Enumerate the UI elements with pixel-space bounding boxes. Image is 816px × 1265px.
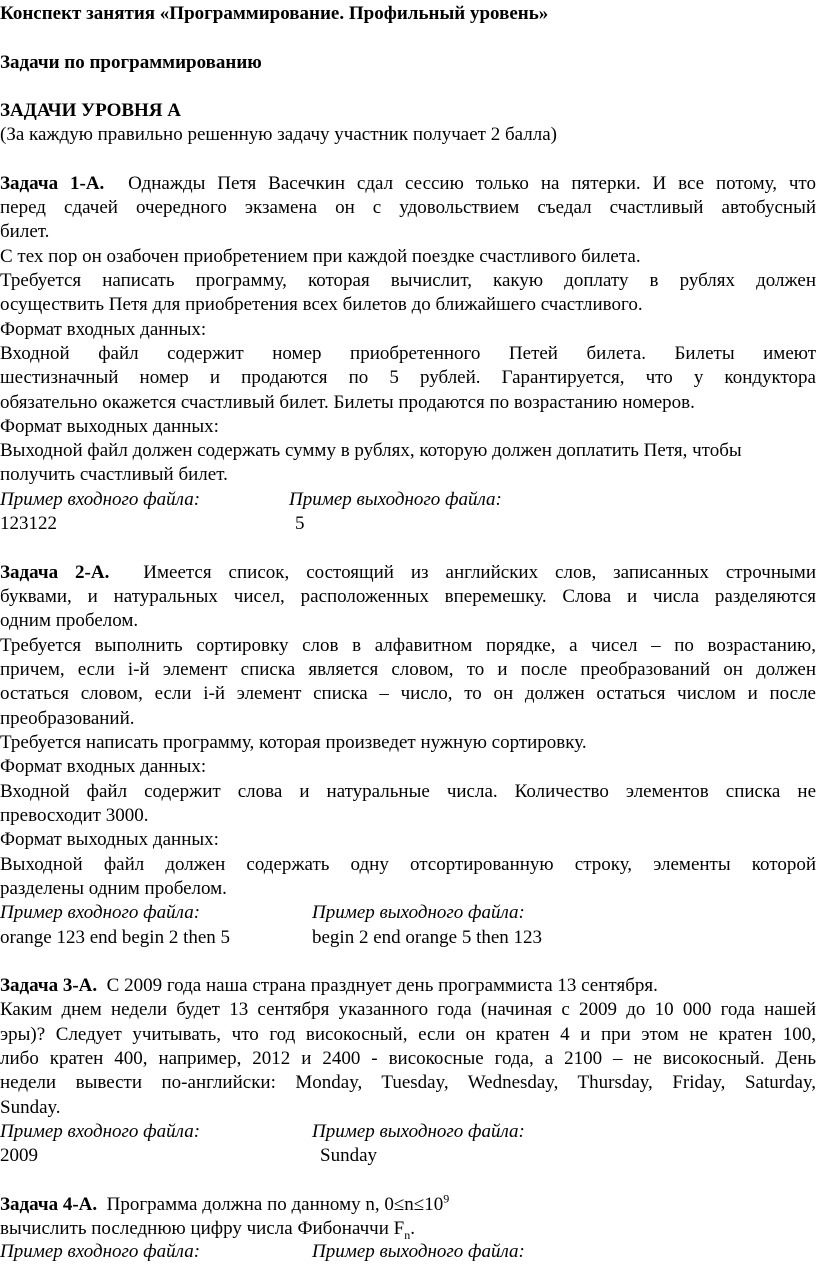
task-2-example-input-label: Пример входного файла: [0, 902, 201, 923]
task-3-example-output-label: Пример выходного файла: [312, 1121, 525, 1142]
level-heading: ЗАДАЧИ УРОВНЯ А [0, 100, 181, 121]
task-3-line-3: эры)? Следует учитывать, что год високосный, если он кратен 4 и при этом не кратен 100, [0, 1024, 816, 1045]
task-1-example-input: 123122 [0, 513, 57, 534]
task-1-line-1: Задача 1-А. Однажды Петя Васечкин сдал сессию только на пятерки. И все потому, что [0, 173, 816, 194]
task-2-line-5: причем, если i-й элемент списка является словом, то и после преобразований он должен [0, 659, 816, 680]
exponent: 9 [443, 1191, 450, 1206]
task-1-example-input-label: Пример входного файла: [0, 489, 201, 510]
task-4-line-1: Задача 4-А. Программа должна по данному n, $0\le n\le 10^9$ [0, 1191, 450, 1215]
level-note: (За каждую правильно решенную задачу участник получает 2 балла) [0, 124, 557, 145]
task-2-example-output: begin 2 end orange 5 then 123 [312, 927, 543, 948]
task-1-line-4: С тех пор он озабочен приобретением при каждой поездке счастливого билета. [0, 246, 641, 267]
task-2-output-format-label: Формат выходных данных: [0, 829, 219, 850]
task-1-output-line-2: получить счастливый билет. [0, 464, 228, 485]
task-3-line-2: Каким днем недели будет 13 сентября указанного года (начиная с 2009 до 10 000 года нашей [0, 999, 816, 1020]
task-1-input-line-3: обязательно окажется счастливый билет. Билеты продаются по возрастанию номеров. [0, 392, 695, 413]
task-1-line-6: осуществить Петя для приобретения всех билетов до ближайшего счастливого. [0, 294, 643, 315]
task-3-line-6: Sunday. [0, 1097, 61, 1118]
section-title: Задачи по программированию [0, 52, 262, 73]
task-2-input-line-2: превосходит 3000. [0, 805, 149, 826]
task-2-example-output-label: Пример выходного файла: [312, 902, 525, 923]
task-3-example-input: 2009 [0, 1145, 38, 1166]
task-3-title: Задача 3-А. [0, 975, 98, 996]
task-2-line-2: буквами, и натуральных чисел, расположенных вперемешку. Слова и числа разделяются [0, 586, 816, 607]
task-4-example-input-label: Пример входного файла: [0, 1241, 201, 1262]
task-2-line-7: преобразований. [0, 708, 135, 729]
task-4-line-2: вычислить последнюю цифру числа Фибоначчи $F_n$. [0, 1218, 415, 1242]
task-2-line-8: Требуется написать программу, которая произведет нужную сортировку. [0, 732, 587, 753]
task-2-output-line-2: разделены одним пробелом. [0, 878, 227, 899]
task-3-line-5: недели вывести по-английски: Monday, Tuesday, Wednesday, Thursday, Friday, Saturday, [0, 1072, 816, 1093]
task-2-line-4: Требуется выполнить сортировку слов в алфавитном порядке, а чисел – по возрастанию, [0, 635, 816, 656]
document-title: Конспект занятия «Программирование. Профильный уровень» [0, 3, 549, 24]
task-1-input-line-2: шестизначный номер и продаются по 5 рублей. Гарантируется, что у кондуктора [0, 367, 816, 388]
task-1-output-line-1: Выходной файл должен содержать сумму в рублях, которую должен доплатить Петя, чтобы [0, 440, 742, 461]
task-2-input-line-1: Входной файл содержит слова и натуральные числа. Количество элементов списка не [0, 781, 816, 802]
task-1-title: Задача 1-А. [0, 173, 105, 194]
task-3-line-4: либо кратен 400, например, 2012 и 2400 - високосные года, а 2100 – не високосный. День [0, 1048, 816, 1069]
task-1-line-3: билет. [0, 221, 50, 242]
task-4-example-output-label: Пример выходного файла: [312, 1241, 525, 1262]
task-2-output-line-1: Выходной файл должен содержать одну отсортированную строку, элементы которой [0, 854, 816, 875]
task-1-output-format-label: Формат выходных данных: [0, 416, 219, 437]
task-2-input-format-label: Формат входных данных: [0, 756, 207, 777]
task-1-line-5: Требуется написать программу, которая вычислит, какую доплату в рублях должен [0, 270, 816, 291]
subscript: n [404, 1227, 411, 1242]
task-2-line-3: одним пробелом. [0, 610, 139, 631]
task-1-line-2: перед сдачей очередного экзамена он с удовольствием съедал счастливый автобусный [0, 197, 816, 218]
task-3-example-output: Sunday [320, 1145, 377, 1166]
task-3-example-input-label: Пример входного файла: [0, 1121, 201, 1142]
task-4-title: Задача 4-А. [0, 1194, 98, 1215]
task-2-line-6: остаться словом, если i-й элемент списка – число, то он должен остаться числом и после [0, 683, 816, 704]
task-2-title: Задача 2-А. [0, 562, 110, 583]
task-2-line-1: Задача 2-А. Имеется список, состоящий из английских слов, записанных строчными [0, 562, 816, 583]
task-2-example-input: orange 123 end begin 2 then 5 [0, 927, 231, 948]
task-1-input-format-label: Формат входных данных: [0, 319, 207, 340]
task-3-line-1: Задача 3-А. С 2009 года наша страна празднует день программиста 13 сентября. [0, 975, 658, 996]
task-1-example-output-label: Пример выходного файла: [289, 489, 502, 510]
task-1-example-output: 5 [295, 513, 305, 534]
task-1-input-line-1: Входной файл содержит номер приобретенного Петей билета. Билеты имеют [0, 343, 816, 364]
